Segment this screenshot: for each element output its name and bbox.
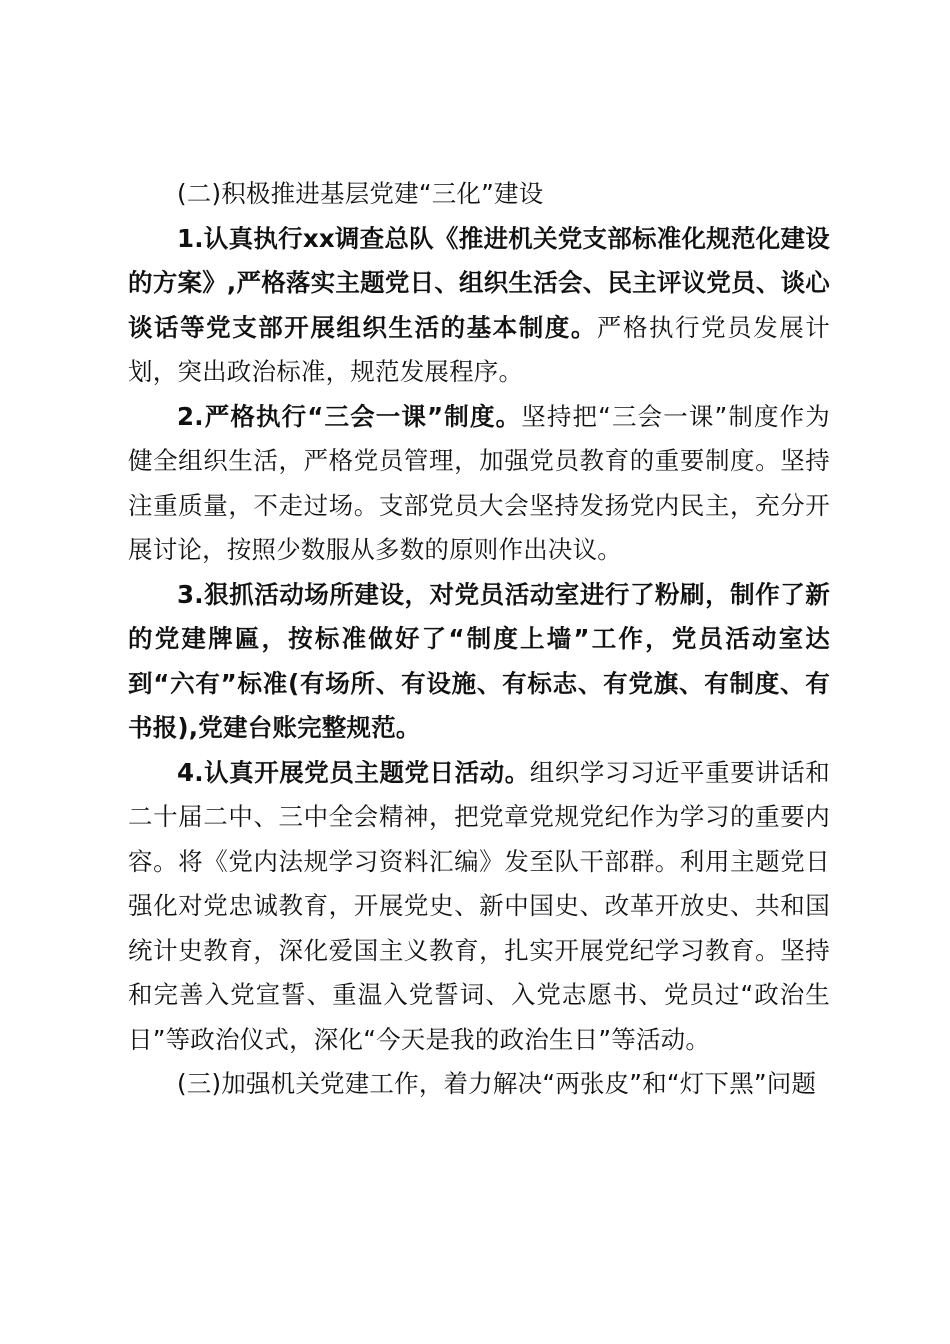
paragraph-item-2 (128, 395, 830, 573)
paragraph-item-3 (128, 573, 830, 751)
item-2-lead: 2.严格执行“三会一课”制度。 (177, 401, 522, 431)
item-4-body: 组织学习习近平重要讲话和二十届二中、三中全会精神，把党章党规党纪作为学习的重要内容。将《党内法规学习资料汇编》发至队干部群。利用主题党日强化对党忠诚教育，开展党史、新中国史、改革开放史、共和国统计史教育，深化爱国主义教育，扎实开展党纪学习教育。坚持和完善入党宣誓、重温入党誓词、入党志愿书、党员过“政治生日”等政治仪式，深化“今天是我的政治生日”等活动。 (128, 757, 830, 1054)
paragraph-item-4 (128, 751, 830, 1063)
section-heading-3: (三)加强机关党建工作，着力解决“两张皮”和“灯下黑”问题 (177, 1069, 817, 1098)
item-2-body: 坚持把“三会一课”制度作为健全组织生活，严格党员管理，加强党员教育的重要制度。坚持注重质量，不走过场。支部党员大会坚持发扬党内民主，充分开展讨论，按照少数服从多数的原则作出决议。 (128, 401, 831, 564)
item-1-lead: 1.认真执行xx调查总队《推进机关党支部标准化规范化建设的方案》,严格落实主题党日、组织生活会、民主评议党员、谈心谈话等党支部开展组织生活的基本制度。 (128, 223, 830, 342)
paragraph-item-1 (128, 217, 830, 395)
document-page (128, 172, 830, 1107)
section-heading-2: (二)积极推进基层党建“三化”建设 (177, 179, 544, 208)
item-3-lead: 3.狠抓活动场所建设，对党员活动室进行了粉刷，制作了新的党建牌匾，按标准做好了“制度上墙”工作，党员活动室达到“六有”标准(有场所、有设施、有标志、有党旗、有制度、有书报),党建台账完整规范。 (128, 579, 830, 742)
item-4-lead: 4.认真开展党员主题党日活动。 (177, 757, 530, 787)
item-1-body: 严格执行党员发展计划，突出政治标准，规范发展程序。 (128, 312, 830, 386)
